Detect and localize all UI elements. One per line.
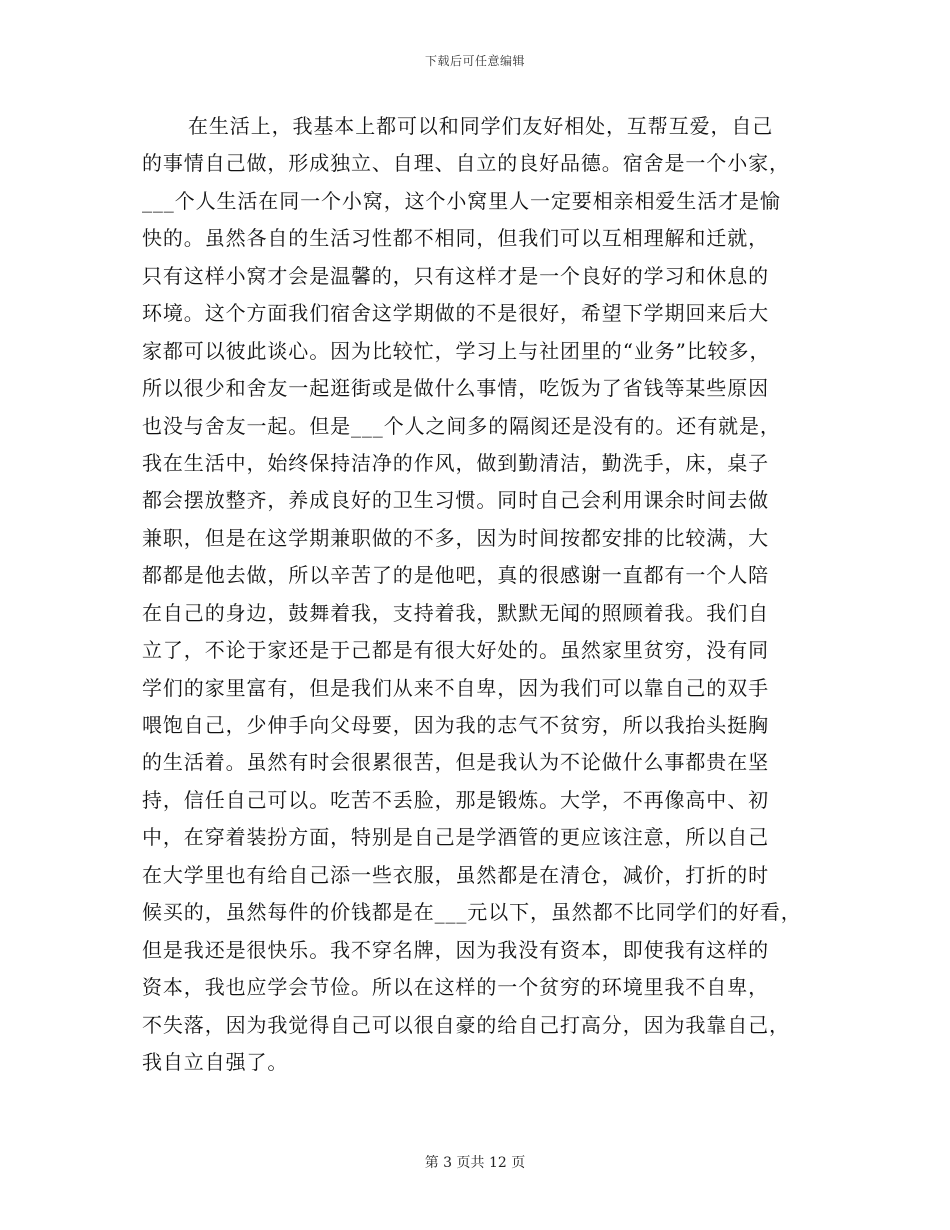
text-line: 的事情自己做，形成独立、自理、自立的良好品德。宿舍是一个小家， xyxy=(142,151,790,176)
text-line: 都都是他去做，所以辛苦了的是他吧，真的很感谢一直都有一个人陪 xyxy=(142,563,769,588)
text-line: 我在生活中，始终保持洁净的作风，做到勤清洁，勤洗手，床，桌子 xyxy=(142,450,769,475)
text-line: 也没与舍友一起。但是___个人之间多的隔阂还是没有的。还有就是， xyxy=(142,413,781,438)
text-line: 环境。这个方面我们宿舍这学期做的不是很好，希望下学期回来后大 xyxy=(142,301,769,326)
text-line: 不失落，因为我觉得自己可以很自豪的给自己打高分，因为我靠自己， xyxy=(142,1012,790,1037)
text-line: 在大学里也有给自己添一些衣服，虽然都是在清仓，减价，打折的时 xyxy=(142,862,769,887)
text-line: 兼职，但是在这学期兼职做的不多，因为时间按都安排的比较满，大 xyxy=(142,525,769,550)
text-line: 中，在穿着装扮方面，特别是自己是学酒管的更应该注意，所以自己 xyxy=(142,825,769,850)
text-line: 家都可以彼此谈心。因为比较忙，学习上与社团里的“业务”比较多， xyxy=(142,338,771,363)
text-line: 快的。虽然各自的生活习性都不相同，但我们可以互相理解和迁就， xyxy=(142,226,769,251)
document-body xyxy=(142,108,812,1081)
text-line: ___个人生活在同一个小窝，这个小窝里人一定要相亲相爱生活才是愉 xyxy=(142,188,781,213)
text-line: 持，信任自己可以。吃苦不丢脸，那是锻炼。大学，不再像高中、初 xyxy=(142,787,769,812)
page-number-footer: 第 3 页共 12 页 xyxy=(424,1155,526,1171)
text-line: 我自立自强了。 xyxy=(142,1049,289,1074)
text-line: 只有这样小窝才会是温馨的，只有这样才是一个良好的学习和休息的 xyxy=(142,263,769,288)
text-line: 都会摆放整齐，养成良好的卫生习惯。同时自己会利用课余时间去做 xyxy=(142,488,769,513)
text-line: 资本，我也应学会节俭。所以在这样的一个贫穷的环境里我不自卑， xyxy=(142,975,769,1000)
text-line: 候买的，虽然每件的价钱都是在___元以下，虽然都不比同学们的好看， xyxy=(142,900,802,925)
text-line: 所以很少和舍友一起逛街或是做什么事情，吃饭为了省钱等某些原因 xyxy=(142,376,769,401)
page-header-note: 下载后可任意编辑 xyxy=(424,54,525,68)
text-line: 立了，不论于家还是于己都是有很大好处的。虽然家里贫穷，没有同 xyxy=(142,638,769,663)
text-line: 在生活上，我基本上都可以和同学们友好相处，互帮互爱，自己 xyxy=(188,114,774,138)
text-line: 喂饱自己，少伸手向父母要，因为我的志气不贫穷，所以我抬头挺胸 xyxy=(142,713,769,737)
text-line: 在自己的身边，鼓舞着我，支持着我，默默无闻的照顾着我。我们自 xyxy=(142,600,769,625)
text-line: 学们的家里富有，但是我们从来不自卑，因为我们可以靠自己的双手 xyxy=(142,675,769,700)
text-line: 的生活着。虽然有时会很累很苦，但是我认为不论做什么事都贵在坚 xyxy=(142,750,769,775)
text-line: 但是我还是很快乐。我不穿名牌，因为我没有资本，即使我有这样的 xyxy=(142,937,769,962)
